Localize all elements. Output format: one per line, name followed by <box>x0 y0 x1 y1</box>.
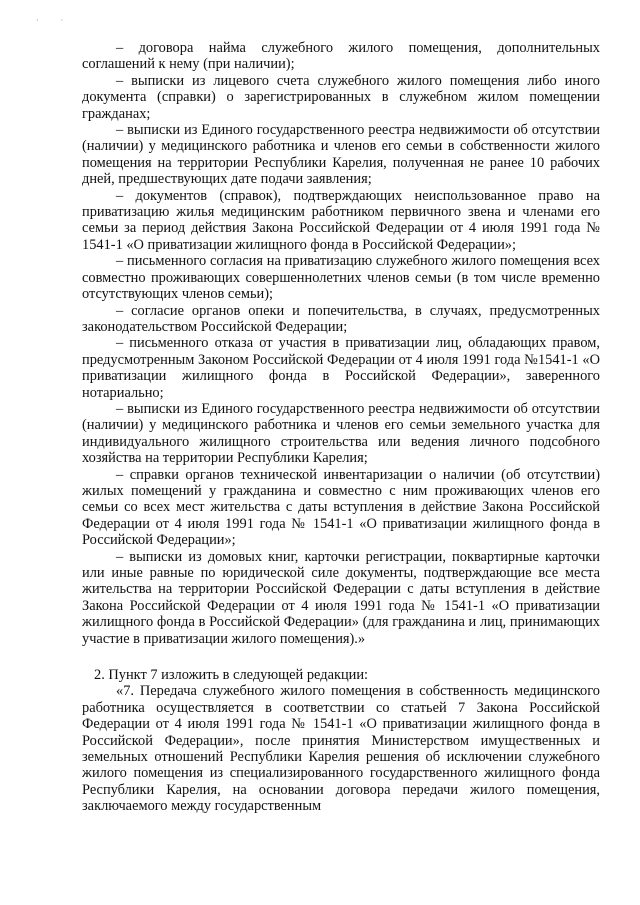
section-gap <box>82 647 600 667</box>
document-page <box>82 40 600 815</box>
list-item: – справки органов технической инвентаризации о наличии (об отсутствии) жилых помещений у гражданина и совместно с ним проживающих членов его семьи со всех мест жительства с даты вступления в действие Закона Российской Федерации от 4 июля 1991 года № 1541-1 «О приватизации жилищного фонда в Российской Федерации»; <box>82 466 600 549</box>
list-item: – выписки из Единого государственного реестра недвижимости об отсутствии (наличии) у медицинского работника и членов его семьи в собственности жилого помещения на территории Республики Карелия, полученная не ранее 10 рабочих дней, предшествующих дате подачи заявления; <box>82 122 600 188</box>
section-paragraph: «7. Передача служебного жилого помещения в собственность медицинского работника осуществляется в соответствии со статьей 7 Закона Российской Федерации от 4 июля 1991 года № 1541-1 «О приватизации жилищного фонда в Российской Федерации», после принятия Министерством имущественных и земельных отношений Республики Карелия решения об исключении служебного жилого помещения из специализированного государственного жилищного фонда Республики Карелия, на основании договора передачи жилого помещения, заключаемого между государственным <box>82 683 600 815</box>
section-heading: 2. Пункт 7 изложить в следующей редакции: <box>94 667 369 684</box>
list-item: – выписки из лицевого счета служебного жилого помещения либо иного документа (справки) о зарегистрированных в служебном жилом помещении гражданах; <box>82 72 600 122</box>
scan-specks: · · <box>36 16 74 25</box>
list-item: – согласие органов опеки и попечительства, в случаях, предусмотренных законодательством Российской Федерации; <box>82 302 600 335</box>
list-item: – выписки из Единого государственного реестра недвижимости об отсутствии (наличии) у медицинского работника и членов его семьи земельного участка для индивидуального жилищного строительства или ведения личного подсобного хозяйства на территории Республики Карелия; <box>82 400 600 467</box>
list-item: – договора найма служебного жилого помещения, дополнительных соглашений к нему (при наличии); <box>82 40 600 73</box>
list-item: – документов (справок), подтверждающих неиспользованное право на приватизацию жилья медицинским работником первичного звена и членами его семьи за период действия Закона Российской Федерации от 4 июля 1991 года № 1541-1 «О приватизации жилищного фонда в Российской Федерации»; <box>82 187 600 253</box>
list-item: – письменного согласия на приватизацию служебного жилого помещения всех совместно проживающих совершеннолетних членов семьи (в том числе временно отсутствующих членов семьи); <box>82 253 600 303</box>
list-item: – выписки из домовых книг, карточки регистрации, поквартирные карточки или иные равные по юридической силе документы, подтверждающие все места жительства на территории Российской Федерации с даты вступления в действие Закона Российской Федерации от 4 июля 1991 года № 1541-1 «О приватизации жилищного фонда в Российской Федерации» (для гражданина и лиц, принимающих участие в приватизации жилого помещения).» <box>82 548 600 647</box>
list-item: – письменного отказа от участия в приватизации лиц, обладающих правом, предусмотренным Законом Российской Федерации от 4 июля 1991 года №1541-1 «О приватизации жилищного фонда в Российской Федерации», заверенного нотариально; <box>82 335 600 401</box>
